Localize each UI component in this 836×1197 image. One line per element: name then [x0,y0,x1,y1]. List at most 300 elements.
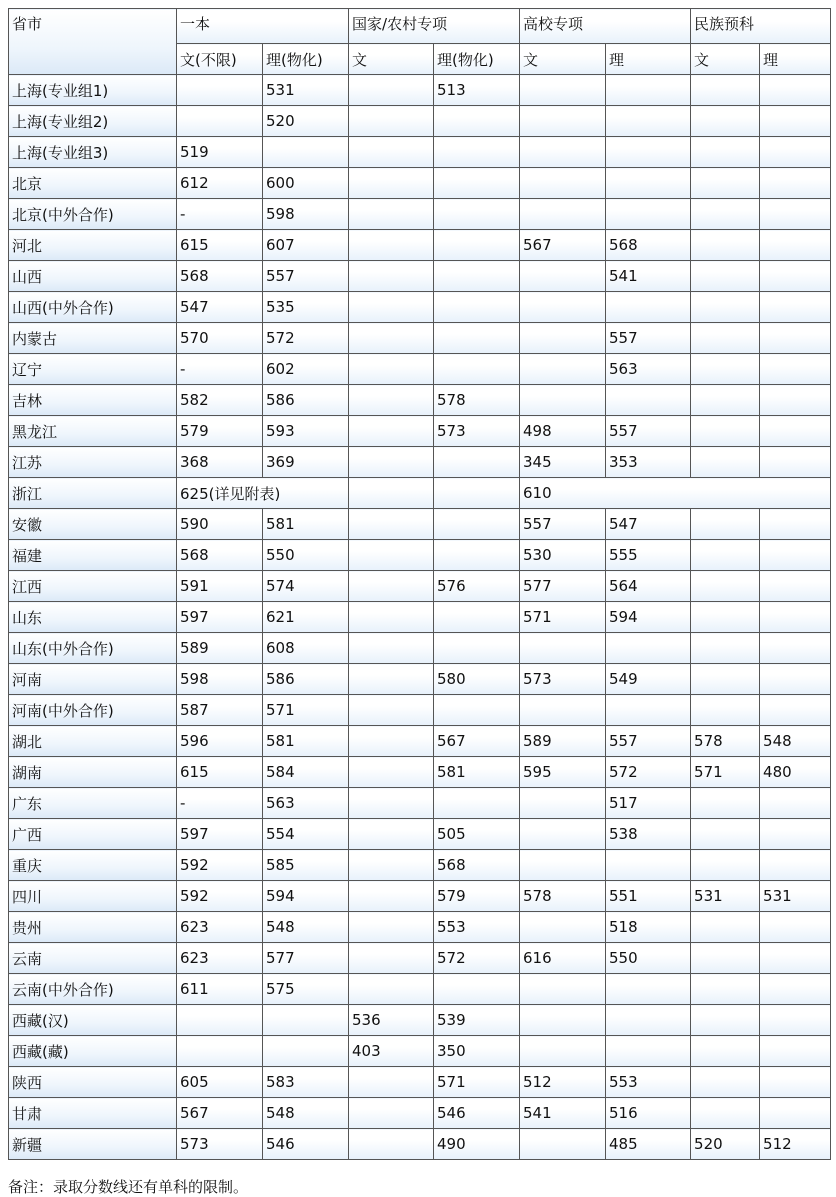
score-cell: 573 [177,1129,263,1160]
score-cell: 594 [606,602,691,633]
admission-score-table [8,8,831,1160]
province-cell: 上海(专业组1) [9,75,177,106]
subheader-cell: 理 [606,44,691,75]
score-cell: 567 [177,1098,263,1129]
score-cell: 557 [263,261,349,292]
table-row [9,788,831,819]
score-cell [760,1036,831,1067]
score-cell [691,664,760,695]
score-cell [691,385,760,416]
score-cell [349,912,434,943]
table-row [9,106,831,137]
score-cell: 536 [349,1005,434,1036]
table-row [9,416,831,447]
score-cell [349,261,434,292]
province-cell: 四川 [9,881,177,912]
province-cell: 北京(中外合作) [9,199,177,230]
province-cell: 上海(专业组2) [9,106,177,137]
score-cell [520,199,606,230]
score-cell [349,819,434,850]
score-cell: 584 [263,757,349,788]
score-cell [349,571,434,602]
score-cell: 596 [177,726,263,757]
province-cell: 甘肃 [9,1098,177,1129]
score-cell: 589 [177,633,263,664]
province-cell: 福建 [9,540,177,571]
score-cell: 615 [177,230,263,261]
group-header-national-rural: 国家/农村专项 [349,9,520,44]
score-cell: 598 [263,199,349,230]
score-cell: 572 [606,757,691,788]
score-cell [263,1005,349,1036]
score-cell [691,1005,760,1036]
score-cell: 571 [263,695,349,726]
score-cell [520,1129,606,1160]
score-cell: 490 [434,1129,520,1160]
score-cell [349,943,434,974]
score-cell: 579 [177,416,263,447]
score-cell [349,416,434,447]
score-cell [349,1067,434,1098]
table-row [9,540,831,571]
province-cell: 浙江 [9,478,177,509]
province-cell: 西藏(藏) [9,1036,177,1067]
score-cell: 551 [606,881,691,912]
table-row [9,230,831,261]
score-cell [760,664,831,695]
score-cell-merged: 625(详见附表) [177,478,349,509]
score-cell [349,137,434,168]
score-cell: 546 [263,1129,349,1160]
score-cell: 518 [606,912,691,943]
province-cell: 贵州 [9,912,177,943]
score-cell [691,168,760,199]
score-cell [349,323,434,354]
score-cell [760,199,831,230]
score-cell [520,323,606,354]
score-cell [691,106,760,137]
score-cell: 345 [520,447,606,478]
score-cell [349,354,434,385]
score-cell [349,385,434,416]
score-cell: 498 [520,416,606,447]
score-cell [434,509,520,540]
score-cell [760,540,831,571]
score-cell [520,1005,606,1036]
score-cell [606,695,691,726]
table-row [9,974,831,1005]
score-cell [434,323,520,354]
table-row [9,819,831,850]
province-cell: 云南(中外合作) [9,974,177,1005]
score-cell: 353 [606,447,691,478]
score-cell [349,633,434,664]
score-cell [349,974,434,1005]
subheader-cell: 文(不限) [177,44,263,75]
score-cell: 547 [606,509,691,540]
table-row [9,168,831,199]
score-cell: 553 [434,912,520,943]
score-cell [606,385,691,416]
subheader-cell: 文 [349,44,434,75]
score-cell: 575 [263,974,349,1005]
score-cell [349,199,434,230]
table-row [9,137,831,168]
score-cell: 555 [606,540,691,571]
score-cell [349,75,434,106]
score-cell [691,974,760,1005]
score-cell [520,385,606,416]
score-cell [760,695,831,726]
score-cell [349,726,434,757]
score-cell [349,230,434,261]
score-cell: 570 [177,323,263,354]
score-cell: 577 [263,943,349,974]
province-cell: 新疆 [9,1129,177,1160]
score-cell [434,633,520,664]
score-cell [691,633,760,664]
score-cell [349,602,434,633]
score-cell [434,261,520,292]
score-cell: 512 [520,1067,606,1098]
score-cell: 605 [177,1067,263,1098]
province-cell: 西藏(汉) [9,1005,177,1036]
score-cell [691,819,760,850]
score-cell: 607 [263,230,349,261]
score-cell: 581 [434,757,520,788]
score-cell: 573 [520,664,606,695]
score-cell: 519 [177,137,263,168]
province-cell: 广西 [9,819,177,850]
table-row [9,354,831,385]
score-cell: 577 [520,571,606,602]
table-row [9,881,831,912]
score-cell [760,261,831,292]
score-cell [691,540,760,571]
table-row [9,695,831,726]
score-cell [349,1098,434,1129]
province-header: 省市 [9,9,177,75]
score-cell [349,509,434,540]
score-cell: 512 [760,1129,831,1160]
province-cell: 江西 [9,571,177,602]
score-cell [263,1036,349,1067]
score-cell: 531 [691,881,760,912]
score-cell [177,75,263,106]
score-cell: 571 [434,1067,520,1098]
score-cell: 590 [177,509,263,540]
score-cell [520,1036,606,1067]
province-cell: 江苏 [9,447,177,478]
score-cell [520,292,606,323]
score-cell [606,106,691,137]
table-row [9,261,831,292]
score-cell: 563 [606,354,691,385]
subheader-cell: 理(物化) [263,44,349,75]
table-row [9,850,831,881]
score-cell [349,757,434,788]
score-cell: 541 [520,1098,606,1129]
header-row-groups [9,9,831,44]
score-cell [691,75,760,106]
score-cell [349,664,434,695]
score-cell [691,850,760,881]
score-cell [760,509,831,540]
score-cell [434,974,520,1005]
score-cell [760,602,831,633]
score-cell [434,478,520,509]
score-cell: 557 [520,509,606,540]
province-cell: 重庆 [9,850,177,881]
score-cell: 576 [434,571,520,602]
score-cell: 571 [691,757,760,788]
score-cell: 568 [177,540,263,571]
score-cell: 623 [177,912,263,943]
score-cell: 583 [263,1067,349,1098]
table-row [9,602,831,633]
score-cell: 350 [434,1036,520,1067]
table-row [9,292,831,323]
score-cell: 589 [520,726,606,757]
score-cell: 581 [263,726,349,757]
score-cell [760,230,831,261]
province-cell: 河南(中外合作) [9,695,177,726]
score-cell: 592 [177,850,263,881]
score-cell [606,974,691,1005]
score-cell [263,137,349,168]
score-cell [349,168,434,199]
province-cell: 陕西 [9,1067,177,1098]
score-cell: 480 [760,757,831,788]
score-cell: 602 [263,354,349,385]
score-cell [691,261,760,292]
score-cell [691,1067,760,1098]
score-cell [760,323,831,354]
subheader-cell: 文 [691,44,760,75]
score-cell [177,106,263,137]
score-cell: 579 [434,881,520,912]
province-cell: 北京 [9,168,177,199]
score-cell: 520 [263,106,349,137]
score-cell [349,1129,434,1160]
score-cell: 505 [434,819,520,850]
score-cell [760,1098,831,1129]
score-cell: 581 [263,509,349,540]
table-row [9,664,831,695]
score-cell: - [177,199,263,230]
score-cell [760,137,831,168]
score-cell [606,1036,691,1067]
score-cell: 623 [177,943,263,974]
score-cell: 587 [177,695,263,726]
score-cell [434,199,520,230]
score-cell: 557 [606,323,691,354]
table-row [9,323,831,354]
province-cell: 湖北 [9,726,177,757]
score-cell: 520 [691,1129,760,1160]
score-cell: 557 [606,726,691,757]
score-cell [691,1098,760,1129]
score-cell: 595 [520,757,606,788]
score-cell [349,540,434,571]
table-row [9,199,831,230]
score-cell: 597 [177,602,263,633]
score-cell: 516 [606,1098,691,1129]
score-cell [760,385,831,416]
table-row [9,478,831,509]
score-cell: 571 [520,602,606,633]
score-cell [349,292,434,323]
score-cell [760,1005,831,1036]
score-cell: 550 [606,943,691,974]
score-cell [349,788,434,819]
score-cell: 591 [177,571,263,602]
score-cell [434,106,520,137]
score-cell: 554 [263,819,349,850]
table-row [9,726,831,757]
table-row [9,1129,831,1160]
province-cell: 河北 [9,230,177,261]
province-cell: 山东 [9,602,177,633]
score-cell [434,695,520,726]
score-cell: 592 [177,881,263,912]
table-row [9,385,831,416]
score-cell [520,354,606,385]
score-cell [606,292,691,323]
province-cell: 内蒙古 [9,323,177,354]
score-cell: 598 [177,664,263,695]
score-cell [349,850,434,881]
score-cell: - [177,354,263,385]
score-cell [434,602,520,633]
score-cell [691,447,760,478]
score-cell: 572 [263,323,349,354]
score-cell: 548 [263,1098,349,1129]
score-cell [520,912,606,943]
score-cell: 574 [263,571,349,602]
score-cell [606,137,691,168]
score-cell [760,788,831,819]
score-cell: 531 [263,75,349,106]
score-cell: 580 [434,664,520,695]
score-cell: 568 [177,261,263,292]
score-cell [434,447,520,478]
score-cell: 541 [606,261,691,292]
score-cell: 585 [263,850,349,881]
score-cell [606,1005,691,1036]
score-cell: 546 [434,1098,520,1129]
score-cell [520,168,606,199]
province-cell: 云南 [9,943,177,974]
score-cell [349,478,434,509]
score-cell: 531 [760,881,831,912]
score-cell: 573 [434,416,520,447]
score-cell [691,571,760,602]
province-cell: 安徽 [9,509,177,540]
score-cell: 517 [606,788,691,819]
score-cell [691,912,760,943]
score-cell: 593 [263,416,349,447]
score-cell [760,292,831,323]
score-cell: 615 [177,757,263,788]
score-cell: 564 [606,571,691,602]
group-header-yiben: 一本 [177,9,349,44]
province-cell: 湖南 [9,757,177,788]
table-row [9,1098,831,1129]
score-cell: 539 [434,1005,520,1036]
table-row [9,447,831,478]
province-cell: 广东 [9,788,177,819]
score-cell [520,788,606,819]
footnote: 备注：录取分数线还有单科的限制。 [8,1178,249,1196]
score-cell [691,137,760,168]
score-cell: 578 [434,385,520,416]
score-cell: 567 [520,230,606,261]
score-cell [434,230,520,261]
score-cell [349,881,434,912]
score-cell [760,106,831,137]
score-cell: 530 [520,540,606,571]
score-cell [691,602,760,633]
group-header-ethnic-preparatory: 民族预科 [691,9,831,44]
score-cell: 368 [177,447,263,478]
score-cell: 582 [177,385,263,416]
score-cell [434,354,520,385]
score-cell [760,416,831,447]
table-row [9,1005,831,1036]
score-cell [691,354,760,385]
score-cell: 403 [349,1036,434,1067]
score-cell [760,943,831,974]
score-cell [760,912,831,943]
score-cell: 547 [177,292,263,323]
score-cell [691,199,760,230]
province-cell: 山东(中外合作) [9,633,177,664]
score-cell: 597 [177,819,263,850]
score-cell [606,633,691,664]
score-cell [434,540,520,571]
score-cell: 621 [263,602,349,633]
score-cell [691,230,760,261]
score-cell: 578 [691,726,760,757]
score-cell [520,106,606,137]
score-cell: 586 [263,664,349,695]
subheader-cell: 理(物化) [434,44,520,75]
score-cell: 568 [606,230,691,261]
score-cell [760,168,831,199]
score-cell [691,1036,760,1067]
province-cell: 山西 [9,261,177,292]
score-cell [520,695,606,726]
score-cell [760,850,831,881]
score-cell [691,788,760,819]
score-cell [691,943,760,974]
score-cell [606,75,691,106]
score-cell [691,695,760,726]
score-cell: 535 [263,292,349,323]
table-row [9,571,831,602]
table-row [9,633,831,664]
score-cell: - [177,788,263,819]
table-row [9,757,831,788]
province-cell: 上海(专业组3) [9,137,177,168]
score-cell: 369 [263,447,349,478]
score-cell [520,974,606,1005]
score-cell [760,1067,831,1098]
score-cell: 572 [434,943,520,974]
table-row [9,943,831,974]
table-row [9,75,831,106]
